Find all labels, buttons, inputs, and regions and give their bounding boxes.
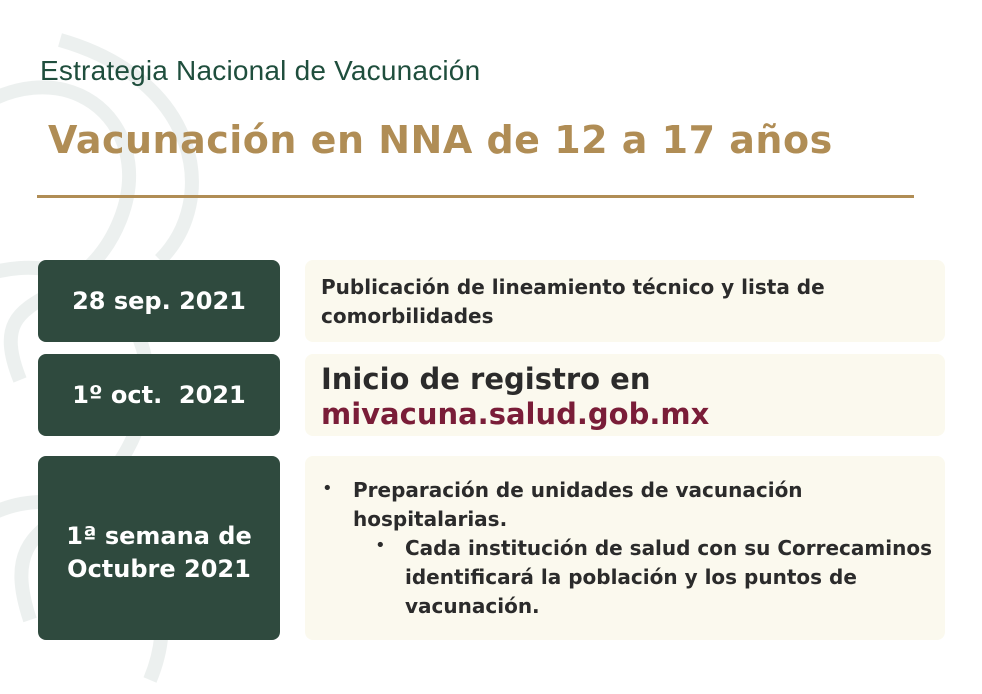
title-divider [37, 195, 914, 198]
description-text: Publicación de lineamiento técnico y lista de comorbilidades [321, 275, 825, 328]
timeline-date-3 [38, 456, 280, 640]
date-line-2: Octubre 2021 [67, 555, 251, 583]
page-title: Vacunación en NNA de 12 a 17 años [48, 118, 833, 162]
timeline-description-2 [305, 354, 945, 436]
sub-bullet-text: Cada institución de salud con su Correcaminos identificará la población y los puntos de vacunación. [405, 536, 932, 618]
bullet-text: Preparación de unidades de vacunación hospitalarias. [353, 478, 803, 531]
date-label: 28 sep. 2021 [72, 286, 246, 315]
timeline-description-1 [305, 260, 945, 342]
timeline-date-2 [38, 354, 280, 436]
date-label: 1º oct. 2021 [72, 380, 246, 409]
registration-text: Inicio de registro en [321, 362, 651, 396]
timeline-description-3 [305, 456, 945, 640]
strategy-subtitle: Estrategia Nacional de Vacunación [40, 55, 481, 86]
sub-bullet-icon: • [375, 535, 386, 556]
registration-link[interactable]: mivacuna.salud.gob.mx [321, 397, 710, 431]
date-line-1: 1ª semana de [66, 522, 252, 550]
timeline-date-1 [38, 260, 280, 342]
bullet-icon: • [322, 478, 333, 499]
